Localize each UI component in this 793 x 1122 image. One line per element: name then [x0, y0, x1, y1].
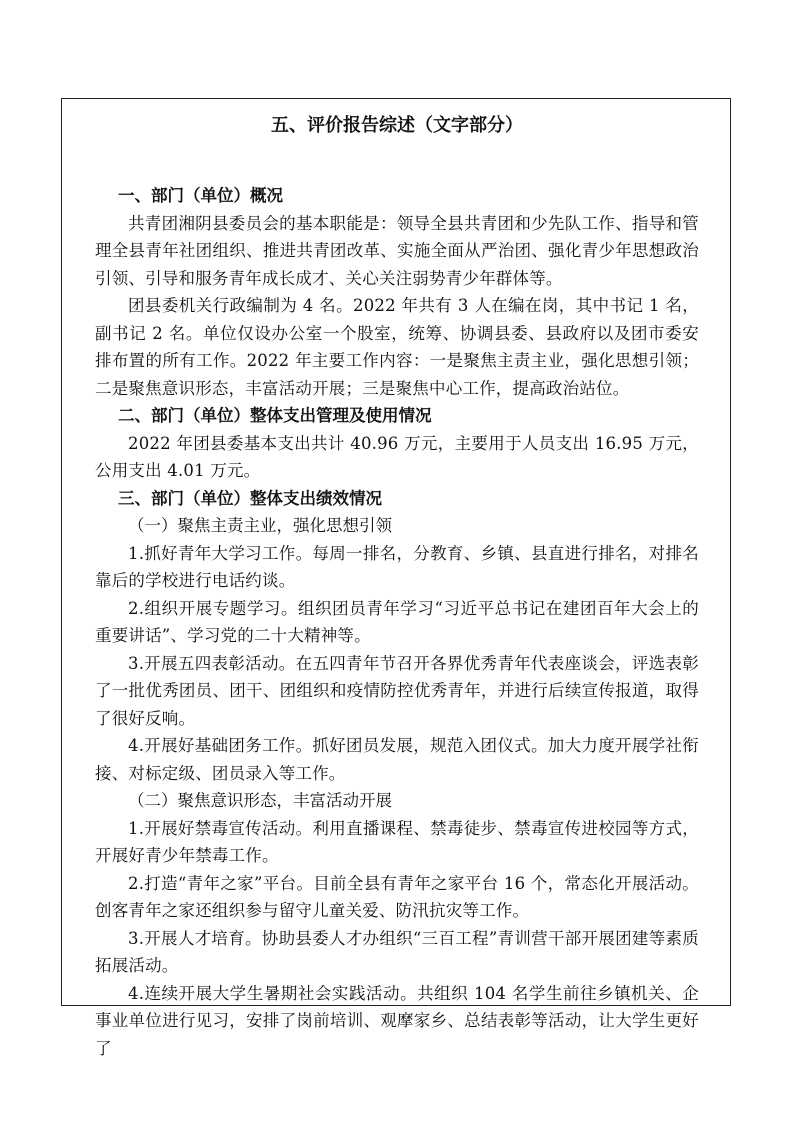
paragraph: 4.连续开展大学生暑期社会实践活动。共组织 104 名学生前往乡镇机关、企事业单位进行见习，安排了岗前培训、观摩家乡、总结表彰等活动，让大学生更好了 — [95, 983, 699, 1058]
paragraph: 共青团湘阴县委员会的基本职能是：领导全县共青团和少先队工作、指导和管理全县青年社团组织、推进共青团改革、实施全面从严治团、强化青少年思想政治引领、引导和服务青年成长成才、关心关注弱势青少年群体等。 — [95, 213, 699, 288]
subsection-heading: （二）聚焦意识形态，丰富活动开展 — [128, 791, 392, 810]
paragraph: 3.开展五四表彰活动。在五四青年节召开各界优秀青年代表座谈会，评选表彰了一批优秀团员、团干、团组织和疫情防控优秀青年，并进行后续宣传报道，取得了很好反响。 — [95, 653, 699, 728]
paragraph: 3.开展人才培育。协助县委人才办组织“三百工程”青训营干部开展团建等素质拓展活动。 — [95, 928, 699, 975]
paragraph: 1.抓好青年大学习工作。每周一排名，分教育、乡镇、县直进行排名，对排名靠后的学校进行电话约谈。 — [95, 543, 699, 590]
paragraph: 2.打造“青年之家”平台。目前全县有青年之家平台 16 个，常态化开展活动。创客青年之家还组织参与留守儿童关爱、防汛抗灾等工作。 — [95, 873, 699, 920]
page-title: 五、评价报告综述（文字部分） — [271, 115, 523, 136]
section-heading-expenditure: 二、部门（单位）整体支出管理及使用情况 — [117, 406, 432, 425]
paragraph: 1.开展好禁毒宣传活动。利用直播课程、禁毒徒步、禁毒宣传进校园等方式，开展好青少年禁毒工作。 — [95, 818, 699, 865]
subsection-heading: （一）聚焦主责主业，强化思想引领 — [128, 516, 392, 535]
paragraph: 4.开展好基础团务工作。抓好团员发展，规范入团仪式。加大力度开展学社衔接、对标定级、团员录入等工作。 — [95, 736, 699, 783]
paragraph: 2022 年团县委基本支出共计 40.96 万元，主要用于人员支出 16.95 万元，公用支出 4.01 万元。 — [95, 433, 699, 480]
section-heading-performance: 三、部门（单位）整体支出绩效情况 — [117, 488, 382, 508]
paragraph: 团县委机关行政编制为 4 名。2022 年共有 3 人在编在岗，其中书记 1 名，副书记 2 名。单位仅设办公室一个股室，统筹、协调县委、县政府以及团市委安排布置的所有工作。2022 年主要工作内容：一是聚焦主责主业，强化思想引领；二是聚焦意识形态，丰富活动开展；三是聚焦中心工作，提高政治站位。 — [95, 296, 699, 398]
section-heading-overview: 一、部门（单位）概况 — [117, 186, 283, 205]
paragraph: 2.组织开展专题学习。组织团员青年学习“习近平总书记在建团百年大会上的重要讲话”、学习党的二十大精神等。 — [95, 598, 699, 645]
report-content — [95, 112, 699, 1062]
